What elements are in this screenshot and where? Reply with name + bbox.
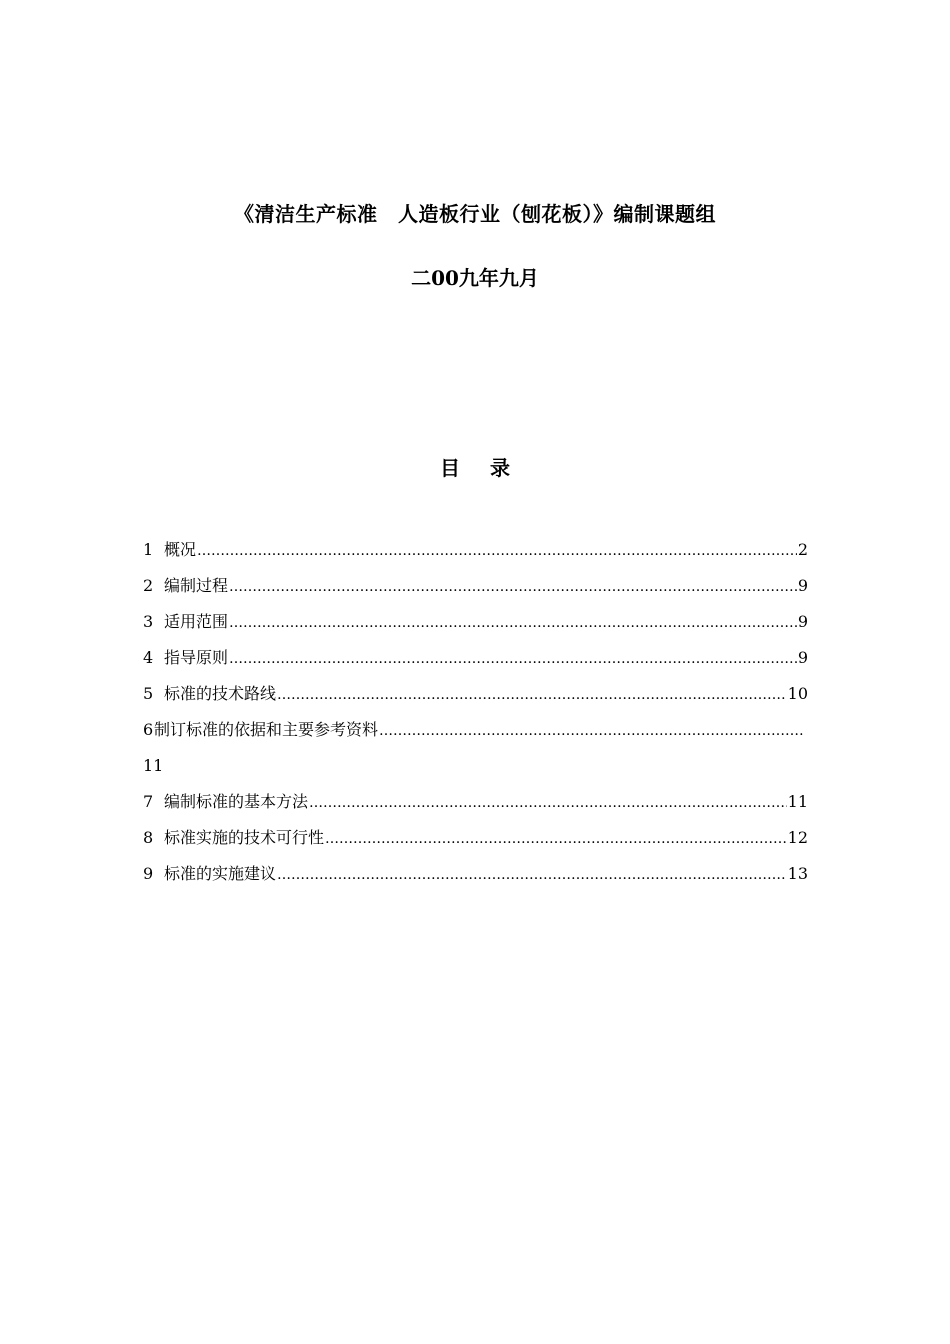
toc-entry-label: 编制标准的基本方法 — [164, 792, 309, 811]
toc-entry-number: 3 — [143, 612, 154, 631]
toc-entry-label: 标准的实施建议 — [164, 864, 277, 883]
toc-entry-page: 9 — [797, 612, 808, 631]
toc-dot-leader — [229, 572, 797, 602]
toc-dot-leader — [229, 644, 797, 674]
toc-entry[interactable] — [143, 643, 808, 679]
toc-entry-number: 8 — [143, 828, 154, 847]
toc-entry-page: 10 — [787, 684, 808, 703]
toc-entry-number: 9 — [143, 864, 154, 883]
toc-entry[interactable] — [143, 679, 808, 715]
toc-entry-label: 制订标准的依据和主要参考资料 — [154, 720, 379, 739]
toc-entry-number: 5 — [143, 684, 154, 703]
toc-entry-number: 2 — [143, 576, 154, 595]
toc-entry[interactable] — [143, 607, 808, 643]
toc-entry-label: 标准的技术路线 — [164, 684, 277, 703]
toc-entry-page: 11 — [787, 792, 808, 811]
toc-entry-label: 指导原则 — [164, 648, 229, 667]
date-line: 二00九年九月 — [411, 266, 539, 290]
toc-dot-leader — [277, 860, 787, 890]
toc-entry-page: 9 — [797, 648, 808, 667]
toc-entry-page: 2 — [797, 540, 808, 559]
organization-title: 《清洁生产标准 人造板行业（刨花板）》编制课题组 — [234, 202, 716, 226]
toc-title: 目录 — [440, 456, 540, 480]
toc-entry[interactable] — [143, 859, 808, 895]
toc-dot-leader — [325, 824, 787, 854]
toc-entry-page: 11 — [143, 756, 164, 775]
toc-entry-number: 4 — [143, 648, 154, 667]
toc-dot-leader — [197, 536, 797, 566]
toc-dot-leader — [379, 716, 804, 746]
toc-dot-leader — [277, 680, 787, 710]
toc-entry-label: 适用范围 — [164, 612, 229, 631]
toc-entry-number: 1 — [143, 540, 154, 559]
toc-entry[interactable] — [143, 715, 808, 751]
toc-entry[interactable] — [143, 787, 808, 823]
toc-entry-number: 7 — [143, 792, 154, 811]
toc-entry-number: 6 — [143, 720, 154, 739]
toc-entry-label: 标准实施的技术可行性 — [164, 828, 325, 847]
toc-entry-page: 13 — [787, 864, 808, 883]
toc-entry-label: 概况 — [164, 540, 197, 559]
toc-entry[interactable] — [143, 823, 808, 859]
table-of-contents — [143, 535, 808, 895]
toc-entry-label: 编制过程 — [164, 576, 229, 595]
toc-entry[interactable] — [143, 571, 808, 607]
toc-dot-leader — [309, 788, 787, 818]
toc-entry[interactable] — [143, 535, 808, 571]
toc-entry-wrapped-page — [143, 751, 808, 787]
toc-entry-page: 9 — [797, 576, 808, 595]
toc-dot-leader — [229, 608, 797, 638]
toc-entry-page: 12 — [787, 828, 808, 847]
